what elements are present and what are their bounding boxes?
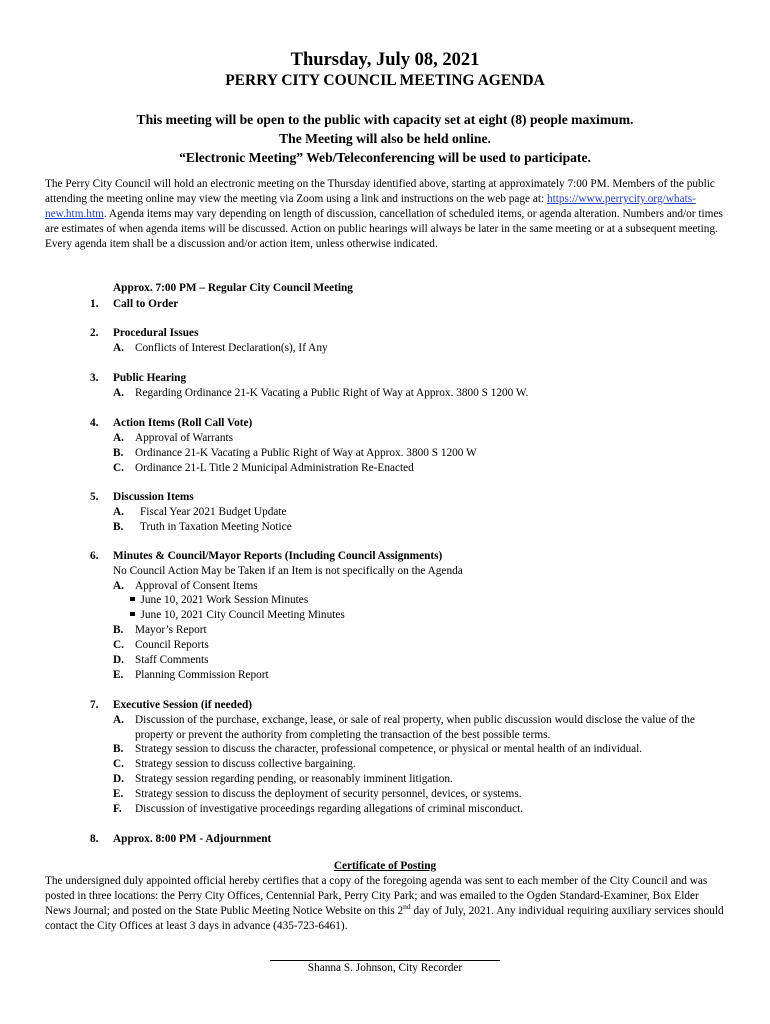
sub-letter: F. xyxy=(113,803,122,815)
sub-letter: A. xyxy=(113,387,124,399)
certificate-text-2: day of July, 2021. Any individual requiring auxiliary services should contact the City Offices at least 3 days in advance (435-723-6461). xyxy=(45,905,724,932)
square-bullet-icon xyxy=(130,612,135,617)
sub-letter: A. xyxy=(113,342,124,354)
public-notice xyxy=(0,110,770,167)
bullet-text: June 10, 2021 City Council Meeting Minutes xyxy=(140,609,345,621)
sub-text: Regarding Ordinance 21-K Vacating a Public Right of Way at Approx. 3800 S 1200 W. xyxy=(135,387,529,399)
certificate-body xyxy=(45,874,725,934)
sub-text: Strategy session regarding pending, or reasonably imminent litigation. xyxy=(135,773,453,785)
notice-line-3: “Electronic Meeting” Web/Teleconferencing will be used to participate. xyxy=(179,150,591,165)
item-heading: Executive Session (if needed) xyxy=(113,699,253,711)
sub-text: Mayor’s Report xyxy=(135,624,207,636)
item-note: No Council Action May be Taken if an Item is not specifically on the Agenda xyxy=(113,565,463,577)
intro-text-1: The Perry City Council will hold an electronic meeting on the Thursday identified above, starting at approximately 7:00 PM. Members of the public attending the meeting online may view the meeting via Zoom using a link and instructions on the web page at: xyxy=(45,178,715,205)
meeting-date: Thursday, July 08, 2021 xyxy=(290,50,480,70)
item-heading: Action Items (Roll Call Vote) xyxy=(113,417,253,429)
sub-text: Planning Commission Report xyxy=(135,669,269,681)
meeting-time-heading: Approx. 7:00 PM – Regular City Council Meeting xyxy=(113,282,353,294)
sub-text: Staff Comments xyxy=(135,654,209,666)
item-heading: Approx. 8:00 PM - Adjournment xyxy=(113,833,272,845)
notice-line-2: The Meeting will also be held online. xyxy=(279,131,491,146)
notice-line-1: This meeting will be open to the public with capacity set at eight (8) people maximum. xyxy=(136,112,634,127)
sub-text: Conflicts of Interest Declaration(s), If Any xyxy=(135,342,328,354)
item-number: 8. xyxy=(90,833,99,845)
item-heading: Minutes & Council/Mayor Reports (Including Council Assignments) xyxy=(113,550,443,562)
agenda-title: PERRY CITY COUNCIL MEETING AGENDA xyxy=(225,72,545,89)
signatory-name: Shanna S. Johnson, City Recorder xyxy=(307,962,463,974)
bullet-item xyxy=(130,593,308,608)
sub-letter: C. xyxy=(113,758,124,770)
sub-text: Discussion of investigative proceedings regarding allegations of criminal misconduct. xyxy=(135,803,524,815)
sub-text: Discussion of the purchase, exchange, lease, or sale of real property, when public discussion would disclose the value of the property or prevent the authority from completing the transaction of the best possible terms. xyxy=(135,714,695,741)
sub-letter: D. xyxy=(113,773,124,785)
bullet-item xyxy=(130,608,345,623)
sub-letter: B. xyxy=(113,743,124,755)
sub-letter: A. xyxy=(113,506,124,518)
sub-letter: B. xyxy=(113,447,124,459)
item-number: 3. xyxy=(90,372,99,384)
bullet-text: June 10, 2021 Work Session Minutes xyxy=(140,594,309,606)
item-heading: Procedural Issues xyxy=(113,327,199,339)
sub-text: Truth in Taxation Meeting Notice xyxy=(140,521,292,533)
sub-letter: E. xyxy=(113,788,124,800)
square-bullet-icon xyxy=(130,597,135,602)
sub-letter: B. xyxy=(113,521,124,533)
sub-text: Strategy session to discuss the character, professional competence, or physical or mental health of an individual. xyxy=(135,743,643,755)
item-number: 2. xyxy=(90,327,99,339)
sub-text: Council Reports xyxy=(135,639,209,651)
certificate-title: Certificate of Posting xyxy=(333,860,437,872)
item-heading: Discussion Items xyxy=(113,491,194,503)
sub-text: Strategy session to discuss collective bargaining. xyxy=(135,758,356,770)
certificate-ordinal: nd xyxy=(403,902,411,911)
item-number: 1. xyxy=(90,298,99,310)
intro-paragraph xyxy=(45,177,725,252)
sub-letter: C. xyxy=(113,462,124,474)
sub-letter: E. xyxy=(113,669,124,681)
sub-text: Ordinance 21-K Vacating a Public Right of Way at Approx. 3800 S 1200 W xyxy=(135,447,477,459)
item-heading: Public Hearing xyxy=(113,372,187,384)
item-heading: Call to Order xyxy=(113,298,179,310)
sub-letter: A. xyxy=(113,714,124,726)
sub-text: Approval of Warrants xyxy=(135,432,234,444)
item-number: 4. xyxy=(90,417,99,429)
sub-text: Ordinance 21-L Title 2 Municipal Administration Re-Enacted xyxy=(135,462,414,474)
zoom-instructions-link[interactable]: https://www.perrycity.org/whats-new.htm.htm xyxy=(45,193,696,220)
sub-text: Strategy session to discuss the deployment of security personnel, devices, or systems. xyxy=(135,788,522,800)
item-number: 7. xyxy=(90,699,99,711)
sub-letter: B. xyxy=(113,624,124,636)
signature-line xyxy=(270,960,500,961)
intro-text-2: . Agenda items may vary depending on length of discussion, cancellation of scheduled items, or agenda alteration. Numbers and/or times are estimates of when agenda items will be discussed. Action on public hearings will always be later in the same meeting or at a subsequent meeting. Every agenda item shall be a discussion and/or action item, unless otherwise indicated. xyxy=(45,208,723,250)
sub-text: Fiscal Year 2021 Budget Update xyxy=(140,506,287,518)
certificate-text-1: The undersigned duly appointed official hereby certifies that a copy of the foregoing agenda was sent to each member of the City Council and was posted in three locations: the Perry City Offices, Centennial Park, Perry City Park; and was emailed to the Ogden Standard-Examiner, Box Elder News Journal; and posted on the State Public Meeting Notice Website on this 2 xyxy=(45,875,708,917)
item-number: 6. xyxy=(90,550,99,562)
sub-letter: D. xyxy=(113,654,124,666)
sub-text: Approval of Consent Items xyxy=(135,580,258,592)
sub-letter: C. xyxy=(113,639,124,651)
sub-letter: A. xyxy=(113,432,124,444)
sub-letter: A. xyxy=(113,580,124,592)
item-number: 5. xyxy=(90,491,99,503)
